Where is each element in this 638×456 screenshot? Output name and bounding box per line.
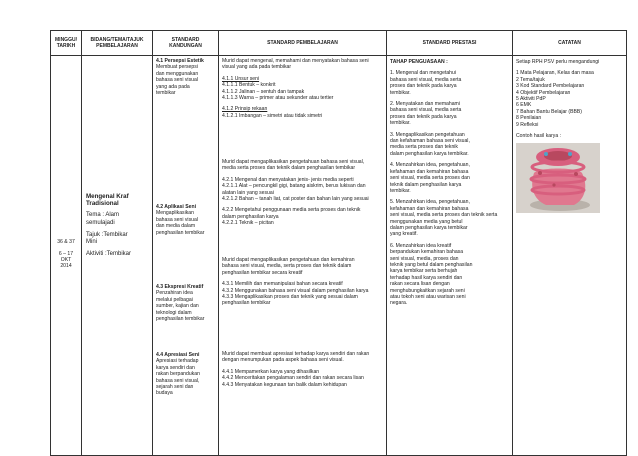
sp-item: 4.2.1.2 Bahan – tanah liat, cat poster dan bahan lain yang sesuai bbox=[222, 196, 369, 203]
bidang-block bbox=[86, 193, 149, 259]
catatan-item: 7 Bahan Bantu Belajar (BBB) bbox=[516, 108, 582, 115]
sp-item: 4.1.1.1 Bentuk – konkrit bbox=[222, 82, 276, 89]
header-row bbox=[51, 31, 627, 56]
tahap-line: terhadap hasil karya sendiri dan bbox=[390, 274, 463, 281]
aktiviti-line: Aktiviti :Tembikar bbox=[86, 251, 132, 258]
tahap-line: kefahaman dan kemahiran bahasa bbox=[390, 168, 469, 175]
sp-group-heading: 4.1.1 Unsur seni bbox=[222, 75, 260, 82]
sp-intro-line: penghasilan tembikar secara kreatif bbox=[222, 269, 303, 276]
header-sk-line2: KANDUNGAN bbox=[169, 43, 202, 49]
sp-section-2 bbox=[222, 159, 384, 227]
header-sk-line1: STANDARD bbox=[171, 37, 200, 43]
cell-minggu bbox=[51, 56, 82, 456]
sk-title: 4.1 Persepsi Estetik bbox=[156, 58, 204, 64]
header-bidang-line2: PEMBELAJARAN bbox=[96, 43, 138, 49]
catatan-intro: Setiap RPH PSV perlu mengandungi bbox=[516, 59, 600, 65]
sk-line: bahasa seni visual, bbox=[156, 377, 200, 384]
sk-section-3 bbox=[156, 284, 216, 322]
tahap-line: dan kefahaman bahasa seni visual, bbox=[390, 138, 470, 145]
header-standard-prestasi: STANDARD PRESTASI bbox=[387, 31, 513, 56]
tahap-line: teknik dalam penghasilan karya bbox=[390, 181, 462, 188]
sp-item: 4.1.1.3 Warna – primer atau sekunder atau tertier bbox=[222, 95, 334, 102]
sp-item: dalam penghasilan karya bbox=[222, 213, 279, 220]
tahap-line: 5. Menzahirkan idea, pengetahuan, bbox=[390, 199, 470, 206]
tahap-line: 4. Menzahirkan idea, pengetahuan, bbox=[390, 162, 470, 169]
sk-line: sumber, kajian dan bbox=[156, 303, 199, 310]
sp-section-3 bbox=[222, 257, 384, 307]
tahap-list bbox=[390, 65, 509, 306]
cell-standard-pembelajaran bbox=[219, 56, 387, 456]
sp-intro-line: visual yang ada pada tembikar bbox=[222, 64, 292, 71]
tajuk-line1: Tajuk :Tembikar bbox=[86, 231, 128, 238]
sk-section-2 bbox=[156, 204, 216, 236]
catatan-item: 3 Kod Standard Pembelajaran bbox=[516, 83, 585, 90]
sk-line: dan menggunakan bbox=[156, 70, 199, 77]
tahap-line: tembikar. bbox=[390, 89, 411, 96]
bidang-title-line1: Mengenal Kraf bbox=[86, 192, 129, 200]
header-standard-pembelajaran: STANDARD PEMBELAJARAN bbox=[219, 31, 387, 56]
tahap-line: tembikar. bbox=[390, 120, 411, 127]
sp-intro-line: Murid dapat mengenal, memahami dan menyatakan bahasa seni bbox=[222, 58, 369, 64]
sk-line: tembikar bbox=[156, 90, 176, 97]
catatan-list bbox=[516, 70, 623, 128]
sp-item: 4.3.2 Menggunakan bahasa seni visual dalam penghasilan karya bbox=[222, 287, 369, 294]
sp-item: 4.3.3 Mengaplikasikan proses dan teknik yang sesuai dalam bbox=[222, 294, 358, 301]
content-row bbox=[51, 56, 627, 456]
sk-line: teknologi dalam bbox=[156, 309, 192, 316]
sk-line: melalui pelbagai bbox=[156, 296, 193, 303]
tahap-line: 3. Mengaplikasikan pengetahuan bbox=[390, 131, 465, 138]
sp-item: 4.4.1 Mempamerkan karya yang dihasilkan bbox=[222, 368, 320, 375]
tahap-line: bahasa seni visual, media serta bbox=[390, 76, 462, 83]
catatan-item: 5 Aktiviti PdP bbox=[516, 96, 546, 103]
sk-line: karya sendiri dan bbox=[156, 364, 195, 371]
contoh-label: Contoh hasil karya : bbox=[516, 133, 562, 140]
pottery-image bbox=[516, 143, 600, 213]
sk-line: dan media dalam bbox=[156, 223, 196, 230]
tahap-line: negara. bbox=[390, 300, 408, 307]
catatan-item: 9 Refleksi bbox=[516, 121, 539, 128]
header-bidang bbox=[82, 31, 153, 56]
header-standard-kandungan bbox=[153, 31, 219, 56]
tahap-line: seni visual, media serta proses dan teknik serta bbox=[390, 212, 498, 219]
sk-section-1 bbox=[156, 58, 216, 96]
sk-title: 4.3 Ekspresi Kreatif bbox=[156, 284, 204, 290]
sp-item: 4.2.1.1 Alat – pencungkil gigi, batang aiskrim, berus lukisan dan bbox=[222, 183, 366, 190]
sk-line: Mengaplikasikan bbox=[156, 210, 194, 217]
sp-intro-line: bahasa seni visual, media, serta proses dan teknik dalam bbox=[222, 263, 352, 270]
tahap-2 bbox=[390, 101, 509, 127]
tahap-line: teknik yang betul dalam penghasilan bbox=[390, 261, 473, 268]
sp-item: 4.4.2 Menceritakan pengalaman sendiri dan rakan secara lisan bbox=[222, 375, 364, 382]
tahap-line: seni visual, media serta proses dan bbox=[390, 175, 470, 182]
sk-line: penghasilan tembikar bbox=[156, 316, 205, 323]
tahap-line: seni visual, media, proses dan bbox=[390, 255, 459, 262]
tahap-line: atau tokoh seni atau warisan seni bbox=[390, 294, 466, 300]
tahap-line: 2. Menyatakan dan memahami bbox=[390, 101, 460, 108]
tema-line2: semulajadi bbox=[86, 219, 115, 226]
sk-title: 4.2 Aplikasi Seni bbox=[156, 204, 197, 210]
tahap-1 bbox=[390, 70, 509, 96]
catatan-item: 1 Mata Pelajaran, Kelas dan masa bbox=[516, 70, 594, 77]
header-minggu-line1: MINGGU/ bbox=[55, 37, 77, 43]
tahap-line: proses dan teknik pada karya bbox=[390, 113, 457, 120]
sk-line: rakan berpandukan bbox=[156, 371, 200, 378]
sk-section-4 bbox=[156, 352, 216, 397]
sp-item: 4.1.1.2 Jalinan – sentuh dan tampak bbox=[222, 88, 305, 95]
tahap-line: media serta proses dan teknik bbox=[390, 144, 458, 151]
catatan-item: 4 Objektif Pembelajaran bbox=[516, 89, 571, 96]
tahap-line: kefahaman dan kemahiran bahasa bbox=[390, 205, 469, 212]
catatan-item: 2 Tema/tajuk bbox=[516, 76, 545, 83]
date-line2: 2014 bbox=[60, 263, 72, 270]
sp-intro-line: Murid dapat membuat apresiasi terhadap karya sendiri dan rakan bbox=[222, 351, 370, 357]
tahap-line: dalam penghasilan karya tembikar bbox=[390, 224, 468, 231]
tahap-5 bbox=[390, 199, 509, 237]
sp-item: 4.2.2.1 Teknik – picitan bbox=[222, 220, 274, 227]
sk-line: bahasa seni visual bbox=[156, 216, 198, 223]
tahap-6 bbox=[390, 243, 509, 307]
sp-item: 4.3.1 Memilih dan memanipulasi bahan secara kreatif bbox=[222, 281, 343, 288]
tajuk-line2: Mini bbox=[86, 239, 98, 245]
sp-item: penghasilan tembikar bbox=[222, 300, 271, 307]
catatan-item: 6 EMK bbox=[516, 102, 532, 109]
tahap-3 bbox=[390, 132, 509, 158]
tahap-line: yang kreatif. bbox=[390, 231, 418, 238]
date-line1: 6 – 17 OKT bbox=[58, 250, 74, 263]
sp-group-heading: 4.2.2 Mengetahui penggunaan media serta proses dan teknik bbox=[222, 207, 361, 214]
sk-line: bahasa seni visual bbox=[156, 77, 198, 84]
tahap-line: karya tembikar serta berhujah bbox=[390, 268, 458, 275]
tahap-line: 1. Mengenal dan mengetahui bbox=[390, 70, 456, 77]
sk-line: yang ada pada bbox=[156, 83, 190, 90]
sk-line: Apresiasi terhadap bbox=[156, 358, 199, 365]
sk-line: penghasilan tembikar bbox=[156, 229, 205, 236]
sk-title: 4.4 Apresiasi Seni bbox=[156, 352, 200, 358]
sp-item: alatan lain yang sesuai bbox=[222, 189, 274, 196]
cell-standard-prestasi bbox=[387, 56, 513, 456]
sk-line: budaya bbox=[156, 390, 173, 397]
header-minggu bbox=[51, 31, 82, 56]
tahap-line: rakan secara lisan dengan bbox=[390, 281, 450, 288]
cell-standard-kandungan bbox=[153, 56, 219, 456]
tahap-line: menghubungkaitkan sejarah seni bbox=[390, 287, 465, 294]
header-catatan: CATATAN bbox=[513, 31, 627, 56]
tahap-line: berpandukan kemahiran bahasa bbox=[390, 249, 464, 256]
pottery-photo bbox=[516, 143, 600, 213]
sk-line: Penzahiran idea bbox=[156, 290, 193, 297]
tahap-4 bbox=[390, 162, 509, 194]
header-bidang-line1: BIDANG/TEMA/TAJUK bbox=[90, 37, 144, 43]
sp-group-heading: 4.2.1 Mengenal dan menyatakan jenis- jenis media seperti bbox=[222, 176, 354, 183]
cell-bidang bbox=[82, 56, 153, 456]
sp-section-1 bbox=[222, 58, 384, 119]
cell-catatan bbox=[513, 56, 627, 456]
sp-item: 4.4.3 Menyatakan kegunaan tan balik dalam kehidupan bbox=[222, 381, 347, 388]
tahap-line: bahasa seni visual, media serta bbox=[390, 107, 462, 114]
sp-item: 4.1.2.1 Imbangan – simetri atau tidak simetri bbox=[222, 112, 323, 119]
sp-section-4 bbox=[222, 351, 384, 388]
tahap-line: proses dan teknik pada karya bbox=[390, 83, 457, 90]
sp-intro-line: media serta proses dan teknik dalam penghasilan tembikar bbox=[222, 165, 356, 172]
sp-group-heading: 4.1.2 Prinsip rekaan bbox=[222, 106, 268, 113]
lesson-plan-table bbox=[50, 30, 627, 456]
sp-intro-line: dengan menumpukan pada aspek bahasa seni visual. bbox=[222, 357, 344, 364]
sp-intro-line: Murid dapat mengaplikasikan pengetahuan bahasa seni visual, bbox=[222, 159, 365, 165]
sk-line: sejarah seni dan bbox=[156, 384, 194, 391]
week-label: 36 & 37 bbox=[57, 239, 75, 246]
tahap-line: tembikar. bbox=[390, 187, 411, 194]
tema-line1: Tema : Alam bbox=[86, 212, 120, 219]
header-minggu-line2: TARIKH bbox=[56, 43, 76, 49]
tahap-heading: TAHAP PENGUASAAN : bbox=[390, 59, 448, 65]
sk-line: Membuat persepsi bbox=[156, 64, 198, 71]
sp-intro-line: Murid dapat mengaplikasikan pengetahuan dan kemahiran bbox=[222, 257, 355, 263]
bidang-title-line2: Tradisional bbox=[86, 199, 119, 207]
tahap-line: dalam penghasilan karya tembikar. bbox=[390, 150, 469, 157]
tahap-line: 6. Menzahirkan idea kreatif bbox=[390, 242, 452, 249]
catatan-item: 8 Penilaian bbox=[516, 115, 542, 122]
tahap-line: menggunakan media yang betul bbox=[390, 218, 463, 225]
